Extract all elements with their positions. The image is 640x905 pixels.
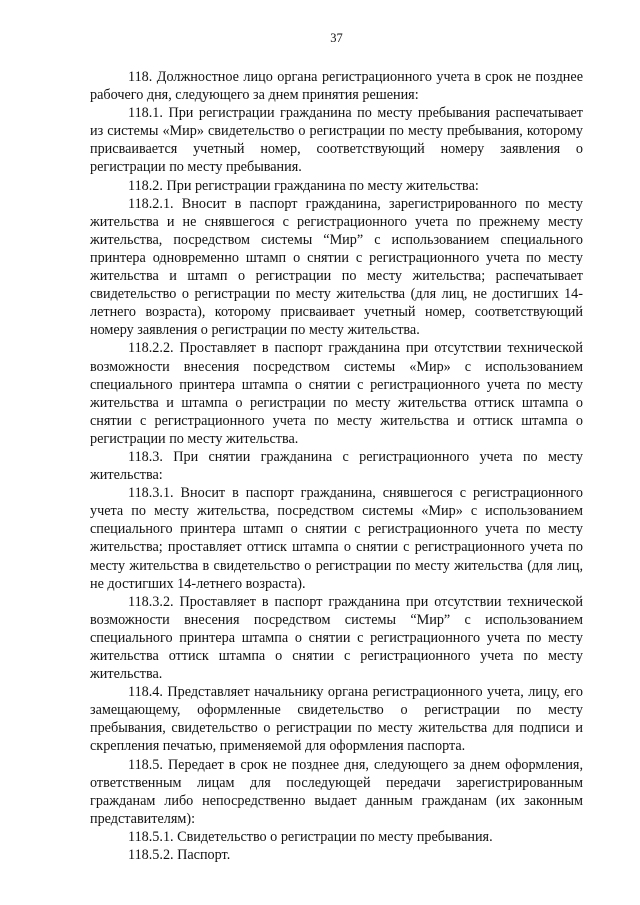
paragraph-118-4: 118.4. Представляет начальнику органа регистрационного учета, лицу, его замещающему, оформленные свидетельство о регистрации по месту пребывания, свидетельство о регистрации по месту жительства для подписи и скрепления печатью, применяемой для оформления паспорта. xyxy=(90,684,583,755)
paragraph-118-2-2: 118.2.2. Проставляет в паспорт гражданина при отсутствии технической возможности внесения посредством системы «Мир» с использованием специального принтера штампа о снятии с регистрационного учета по месту жительства и штампа о регистрации по месту жительства оттиск штампа о снятии с регистрационного учета по месту жительства и оттиск штампа о регистрации по месту жительства. xyxy=(90,340,583,447)
paragraph-118-3-1: 118.3.1. Вносит в паспорт гражданина, снявшегося с регистрационного учета по месту жительства, посредством системы «Мир» с использованием специального принтера штамп о снятии с регистрационного учета по месту жительства; проставляет оттиск штампа о снятии с регистрационного учета по месту жительства в свидетельство о регистрации по месту жительства (для лиц, не достигших 14-летнего возраста). xyxy=(90,485,583,592)
paragraph-118-3-2: 118.3.2. Проставляет в паспорт гражданина при отсутствии технической возможности внесения посредством системы “Мир” с использованием специального принтера штампа о снятии с регистрационного учета по месту жительства оттиск штампа о снятии с регистрационного учета по месту жительства. xyxy=(90,593,583,683)
paragraph-118-3: 118.3. При снятии гражданина с регистрационного учета по месту жительства: xyxy=(90,448,583,484)
page-number: 37 xyxy=(330,31,343,45)
paragraph-118-2: 118.2. При регистрации гражданина по месту жительства: xyxy=(128,177,479,194)
paragraph-118: 118. Должностное лицо органа регистрационного учета в срок не позднее рабочего дня, следующего за днем принятия решения: xyxy=(90,69,583,104)
paragraph-118-1: 118.1. При регистрации гражданина по месту пребывания распечатывает из системы «Мир» свидетельство о регистрации по месту пребывания, которому присваивается учетный номер, соответствующий номеру заявления о регистрации по месту пребывания. xyxy=(90,105,583,176)
paragraph-118-2-1: 118.2.1. Вносит в паспорт гражданина, зарегистрированного по месту жительства и не снявшегося с регистрационного учета по прежнему месту жительства, посредством системы “Мир” с использованием специального принтера одновременно штамп о снятии с регистрационного учета по месту жительства и штамп о регистрации по месту жительства; распечатывает свидетельство о регистрации по месту жительства (для лиц, не достигших 14-летнего возраста), которому присваивает учетный номер, соответствующий номеру заявления о регистрации по месту жительства. xyxy=(90,195,583,339)
paragraph-118-5: 118.5. Передает в срок не позднее дня, следующего за днем оформления, ответственным лицам для последующей передачи зарегистрированным гражданам либо непосредственно выдает данным гражданам (их законным представителям): xyxy=(90,756,583,827)
paragraph-118-5-2: 118.5.2. Паспорт. xyxy=(128,847,231,864)
document-page xyxy=(90,30,583,864)
paragraph-118-5-1: 118.5.1. Свидетельство о регистрации по месту пребывания. xyxy=(128,828,493,845)
